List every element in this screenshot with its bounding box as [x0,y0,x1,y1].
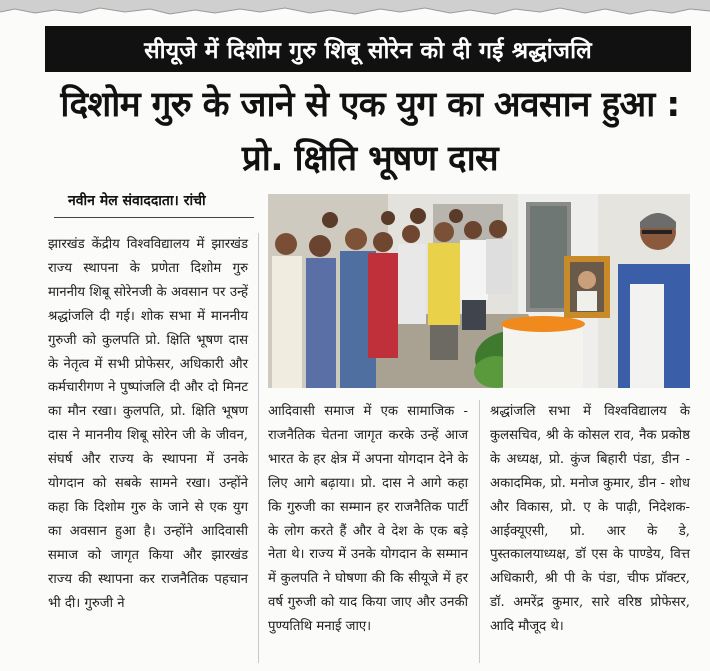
torn-paper-edge [0,0,710,20]
column-divider [479,400,480,663]
byline-divider [54,217,254,218]
main-headline: दिशोम गुरु के जाने से एक युग का अवसान हुआ : प्रो. क्षिति भूषण दास [60,85,680,179]
byline: नवीन मेल संवाददाता। रांची [68,193,206,209]
column-divider [258,233,259,663]
article-column-3: श्रद्धांजलि सभा में विश्वविद्यालय के कुलसचिव, श्री के कोसल राव, नैक प्रकोष्ठ के अध्यक्ष, प्रो. कुंज बिहारी पंडा, डीन - अकादमिक, प्रो. मनोज कुमार, डीन - शोध और विकास, प्रो. ए के पाढ़ी, निदेशक- आईक्यूएसी, प्रो. आर के डे, पुस्तकालयाध्यक्ष, डॉ एस के पाण्डेय, वित्त अधिकारी, श्री पी के पंडा, चीफ प्रॉक्टर, डॉ. अमरेंद्र कुमार, सारे वरिष्ठ प्रोफेसर, आदि मौजूद थे। [490,404,690,635]
article-column-2: आदिवासी समाज में एक सामाजिक - राजनैतिक चेतना जागृत करके उन्हें आज भारत के हर क्षेत्र में अपना योगदान देने के लिए आगे बढ़ाया। प्रो. दास ने आगे कहा कि गुरुजी का सम्मान हर राजनैतिक पार्टी के लोग करते हैं और वे देश के एक बड़े नेता थे। राज्य में उनके योगदान के सम्मान में कुलपति ने घोषणा की कि सीयूजे में हर वर्ष गुरुजी को याद किया जाए और उनकी पुण्यतिथि मनाई जाए। [268,404,468,635]
strap-headline: सीयूजे में दिशोम गुरु शिबू सोरेन को दी गई श्रद्धांजलि [45,26,691,72]
article-column-1: झारखंड केंद्रीय विश्वविद्यालय में झारखंड राज्य स्थापना के प्रणेता दिशोम गुरु माननीय शिबू सोरेनजी के अवसान पर उन्हें श्रद्धांजलि दी गई। शोक सभा में माननीय गुरुजी को कुलपति प्रो. क्षिति भूषण दास के नेतृत्व में सभी प्रोफेसर, अधिकारी और कर्मचारीगण ने पुष्पांजलि दी और दो मिनट का मौन रखा। कुलपति, प्रो. क्षिति भूषण दास ने माननीय शिबू सोरेन जी के जीवन, संघर्ष और राज्य के स्थापना में उनके योगदान को सबके सामने रखा। उन्होंने कहा कि दिशोम गुरु के जाने से एक युग का अवसान हुआ है। उन्होंने आदिवासी समाज को जागृत किया और झारखंड राज्य की स्थापना कर राजनैतिक पहचान भी दी। गुरुजी ने [48,237,248,611]
event-photo [268,194,690,388]
